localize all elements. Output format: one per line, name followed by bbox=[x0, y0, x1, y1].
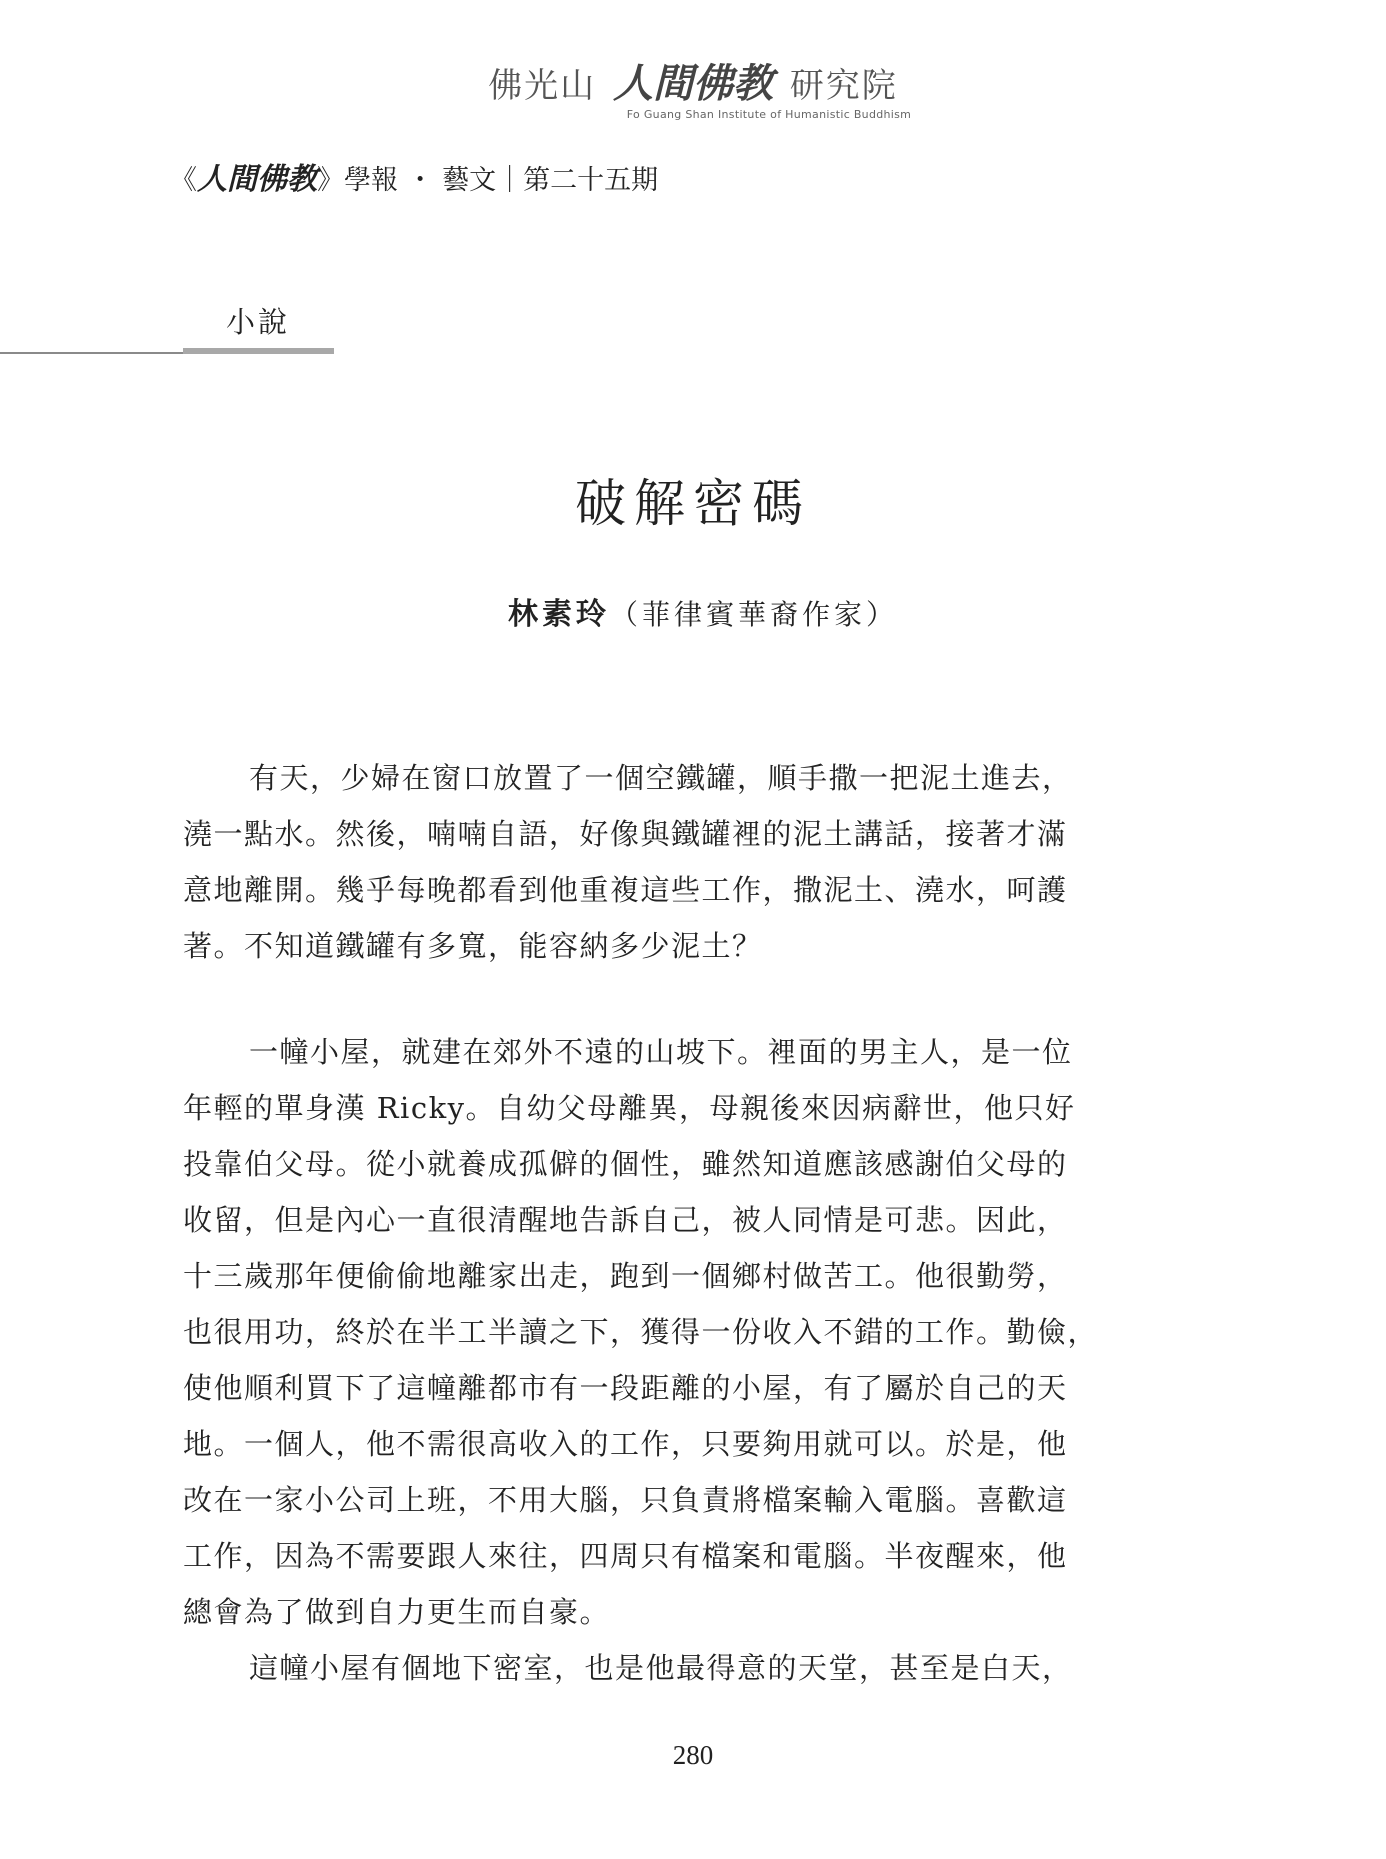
institute-prefix: 佛光山 bbox=[488, 66, 597, 106]
section-label: 小說 bbox=[226, 305, 291, 339]
paragraph-line: 意地離開。幾乎每晚都看到他重複這些工作，撒泥土、澆水，呵護 bbox=[183, 873, 1068, 907]
paragraph-line: 十三歲那年便偷偷地離家出走，跑到一個鄉村做苦工。他很勤勞， bbox=[183, 1259, 1068, 1293]
journal-brand: 人間佛教 bbox=[197, 162, 317, 197]
body-paragraph bbox=[183, 1640, 1176, 1696]
paragraph-line: 工作，因為不需要跟人來往，四周只有檔案和電腦。半夜醒來，他 bbox=[183, 1539, 1068, 1573]
journal-open-bracket: 《 bbox=[170, 165, 197, 196]
paragraph-line: 有天，少婦在窗口放置了一個空鐵罐，順手撒一把泥土進去， bbox=[249, 761, 1073, 795]
institute-name bbox=[0, 62, 1386, 108]
institute-brand-logo: 人間佛教 bbox=[613, 60, 773, 107]
article-title: 破解密碼 bbox=[574, 475, 811, 534]
author-name: 林素玲 bbox=[507, 597, 610, 632]
paragraph-line: 也很用功，終於在半工半讀之下，獲得一份收入不錯的工作。勤儉， bbox=[183, 1315, 1099, 1349]
paragraph-line: 著。不知道鐵罐有多寬，能容納多少泥土？ bbox=[183, 929, 763, 963]
article-byline bbox=[0, 593, 1386, 637]
section-rule-accent bbox=[183, 348, 334, 354]
paragraph-line: 改在一家小公司上班，不用大腦，只負責將檔案輸入電腦。喜歡這 bbox=[183, 1483, 1068, 1517]
institute-suffix: 研究院 bbox=[789, 66, 898, 106]
paragraph-line: 澆一點水。然後，喃喃自語，好像與鐵罐裡的泥土講話，接著才滿 bbox=[183, 817, 1068, 851]
paragraph-line: 收留，但是內心一直很清醒地告訴自己，被人同情是可悲。因此， bbox=[183, 1203, 1068, 1237]
paragraph-line: 投靠伯父母。從小就養成孤僻的個性，雖然知道應該感謝伯父母的 bbox=[183, 1147, 1068, 1181]
journal-issue: 》學報 ・ 藝文｜第二十五期 bbox=[317, 165, 659, 196]
institute-header bbox=[0, 62, 1386, 121]
body-paragraph bbox=[183, 1024, 1176, 1640]
paragraph-line: 使他順利買下了這幢離都市有一段距離的小屋，有了屬於自己的天 bbox=[183, 1371, 1068, 1405]
author-affiliation: （菲律賓華裔作家） bbox=[609, 598, 898, 631]
paragraph-line: 總會為了做到自力更生而自豪。 bbox=[183, 1595, 611, 1629]
journal-running-head bbox=[170, 160, 658, 201]
paragraph-line: 年輕的單身漢 Ricky。自幼父母離異，母親後來因病辭世，他只好 bbox=[183, 1091, 1076, 1125]
paragraph-line: 這幢小屋有個地下密室，也是他最得意的天堂，甚至是白天， bbox=[249, 1651, 1073, 1685]
page-number: 280 bbox=[672, 1740, 714, 1770]
paragraph-line: 一幢小屋，就建在郊外不遠的山坡下。裡面的男主人，是一位 bbox=[249, 1035, 1073, 1069]
paragraph-line: 地。一個人，他不需很高收入的工作，只要夠用就可以。於是，他 bbox=[183, 1427, 1068, 1461]
institute-english-name: Fo Guang Shan Institute of Humanistic Buddhism bbox=[626, 108, 912, 121]
body-paragraph bbox=[183, 750, 1176, 974]
